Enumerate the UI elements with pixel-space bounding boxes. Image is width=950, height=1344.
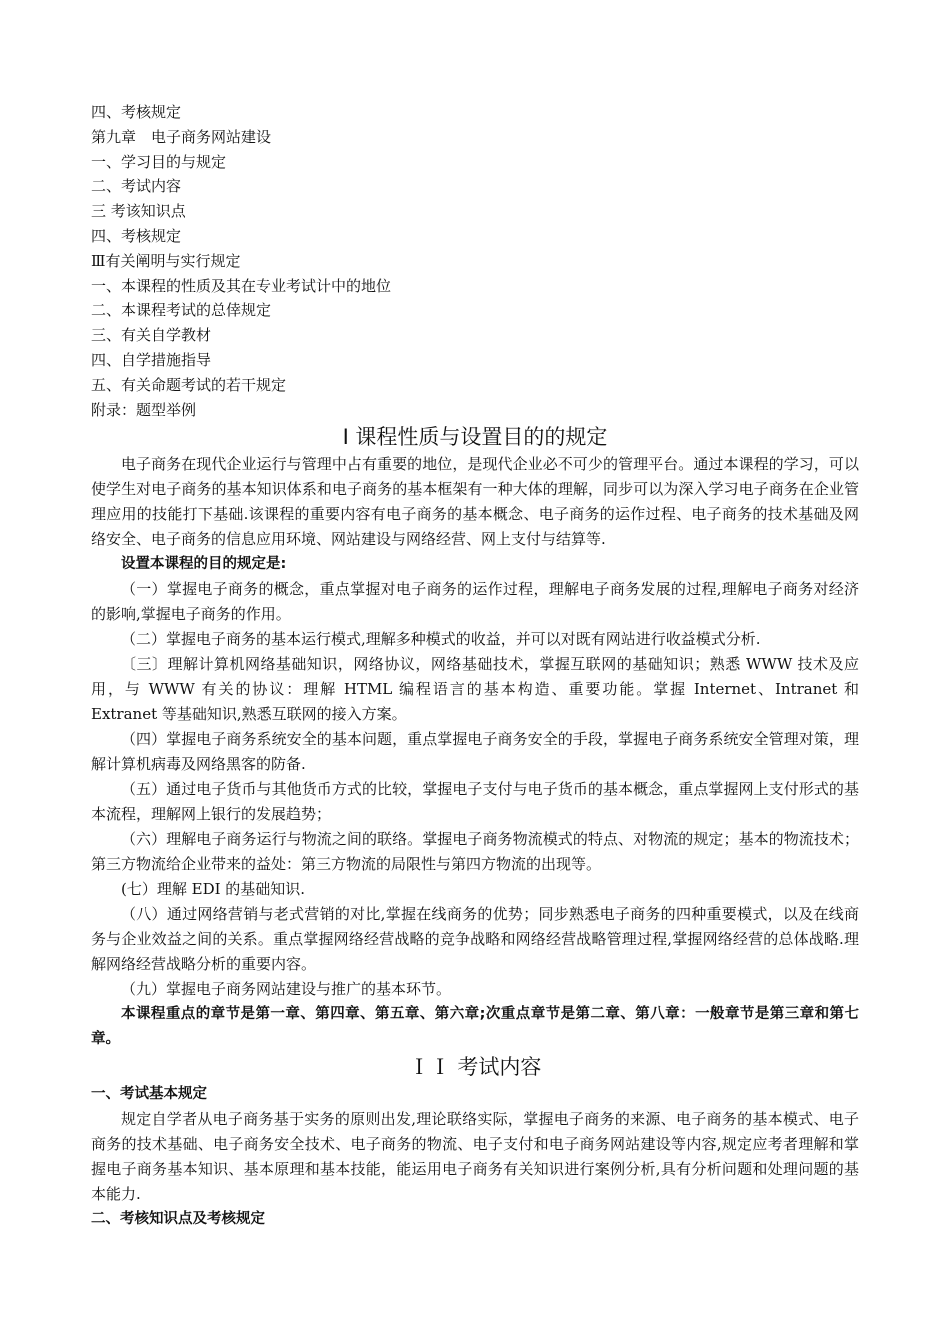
section-title: ＩＩ 考试内容 <box>408 1055 542 1080</box>
goal-item: （二）掌握电子商务的基本运行模式,理解多种模式的收益，并可以对既有网站进行收益模式分析. <box>121 630 761 649</box>
document-page <box>91 100 859 1232</box>
subsection-heading: 一、考试基本规定 <box>91 1086 207 1103</box>
goal-item: （八）通过网络营销与老式营销的对比,掌握在线商务的优势；同步熟悉电子商务的四种重要模式，以及在线商务与企业效益之间的关系。重点掌握网络经营战略的竞争战略和网络经营战略管理过程,掌握网络经营的总体战略.理解网络经营战略分析的重要内容。 <box>91 905 859 974</box>
toc-line: 一、学习目的与规定 <box>91 152 227 171</box>
key-chapters-note: 本课程重点的章节是第一章、第四章、第五章、第六章;次重点章节是第二章、第八章：一般章节是第三章和第七章。 <box>91 1006 859 1048</box>
section-title: Ⅰ 课程性质与设置目的的规定 <box>342 425 608 450</box>
goal-item: （六）理解电子商务运行与物流之间的联络。掌握电子商务物流模式的特点、对物流的规定；基本的物流技术；第三方物流给企业带来的益处：第三方物流的局限性与第四方物流的出现等。 <box>91 830 859 874</box>
toc-line: 二、本课程考试的总倖规定 <box>91 301 272 320</box>
goal-item: （一）掌握电子商务的概念，重点掌握对电子商务的运作过程，理解电子商务发展的过程,理解电子商务对经济的影响,掌握电子商务的作用。 <box>91 580 859 624</box>
toc-line: 附录：题型举例 <box>91 400 197 419</box>
intro-paragraph: 电子商务在现代企业运行与管理中占有重要的地位，是现代企业必不可少的管理平台。通过本课程的学习，可以使学生对电子商务的基本知识体系和电子商务的基本框架有一种大体的理解，同步可以为深入学习电子商务在企业管理应用的技能打下基础.该课程的重要内容有电子商务的基本概念、电子商务的运作过程、电子商务的技术基础及网络安全、电子商务的信息应用环境、网站建设与网络经营、网上支付与结算等. <box>91 455 859 549</box>
toc-line: 二、考试内容 <box>91 177 182 196</box>
goal-item: 〔三〕理解计算机网络基础知识，网络协议，网络基础技术，掌握互联网的基础知识；熟悉 WWW 技术及应用，与 WWW 有关的协议：理解 HTML 编程语言的基本构造、重要功能。掌握 Internet、Intranet 和 Extranet 等基础知识,熟悉互联网的接入方案。 <box>91 655 859 724</box>
toc-line: 五、有关命题考试的若干规定 <box>91 375 287 394</box>
toc-line: 三、有关自学教材 <box>91 326 212 345</box>
toc-line: 四、自学措施指导 <box>91 350 212 369</box>
subsection-heading: 二、考核知识点及考核规定 <box>91 1211 265 1228</box>
goal-item: （四）掌握电子商务系统安全的基本问题，重点掌握电子商务安全的手段，掌握电子商务系统安全管理对策，理解计算机病毒及网络黑客的防备. <box>91 730 859 774</box>
toc-line: 三 考该知识点 <box>91 202 186 221</box>
toc-line: 四、考核规定 <box>91 103 182 121</box>
goal-item: (七）理解 EDI 的基础知识. <box>121 880 306 899</box>
exam-requirements-paragraph: 规定自学者从电子商务基于实务的原则出发,理论联络实际，掌握电子商务的来源、电子商务的基本模式、电子商务的技术基础、电子商务安全技术、电子商务的物流、电子支付和电子商务网站建设等内容,规定应考者理解和掌握电子商务基本知识、基本原理和基本技能，能运用电子商务有关知识进行案例分析,具有分析问题和处理问题的基本能力. <box>91 1110 859 1204</box>
goal-item: （五）通过电子货币与其他货币方式的比较，掌握电子支付与电子货币的基本概念，重点掌握网上支付形式的基本流程，理解网上银行的发展趋势； <box>91 780 859 824</box>
goal-item: （九）掌握电子商务网站建设与推广的基本环节。 <box>121 980 452 999</box>
toc-line: 第九章 电子商务网站建设 <box>91 127 272 146</box>
toc-line: 一、本课程的性质及其在专业考试计中的地位 <box>91 276 392 295</box>
table-of-contents <box>91 100 859 422</box>
toc-line: Ⅲ有关阐明与实行规定 <box>91 251 241 270</box>
toc-line: 四、考核规定 <box>91 226 182 245</box>
goals-heading: 设置本课程的目的规定是: <box>121 556 287 573</box>
